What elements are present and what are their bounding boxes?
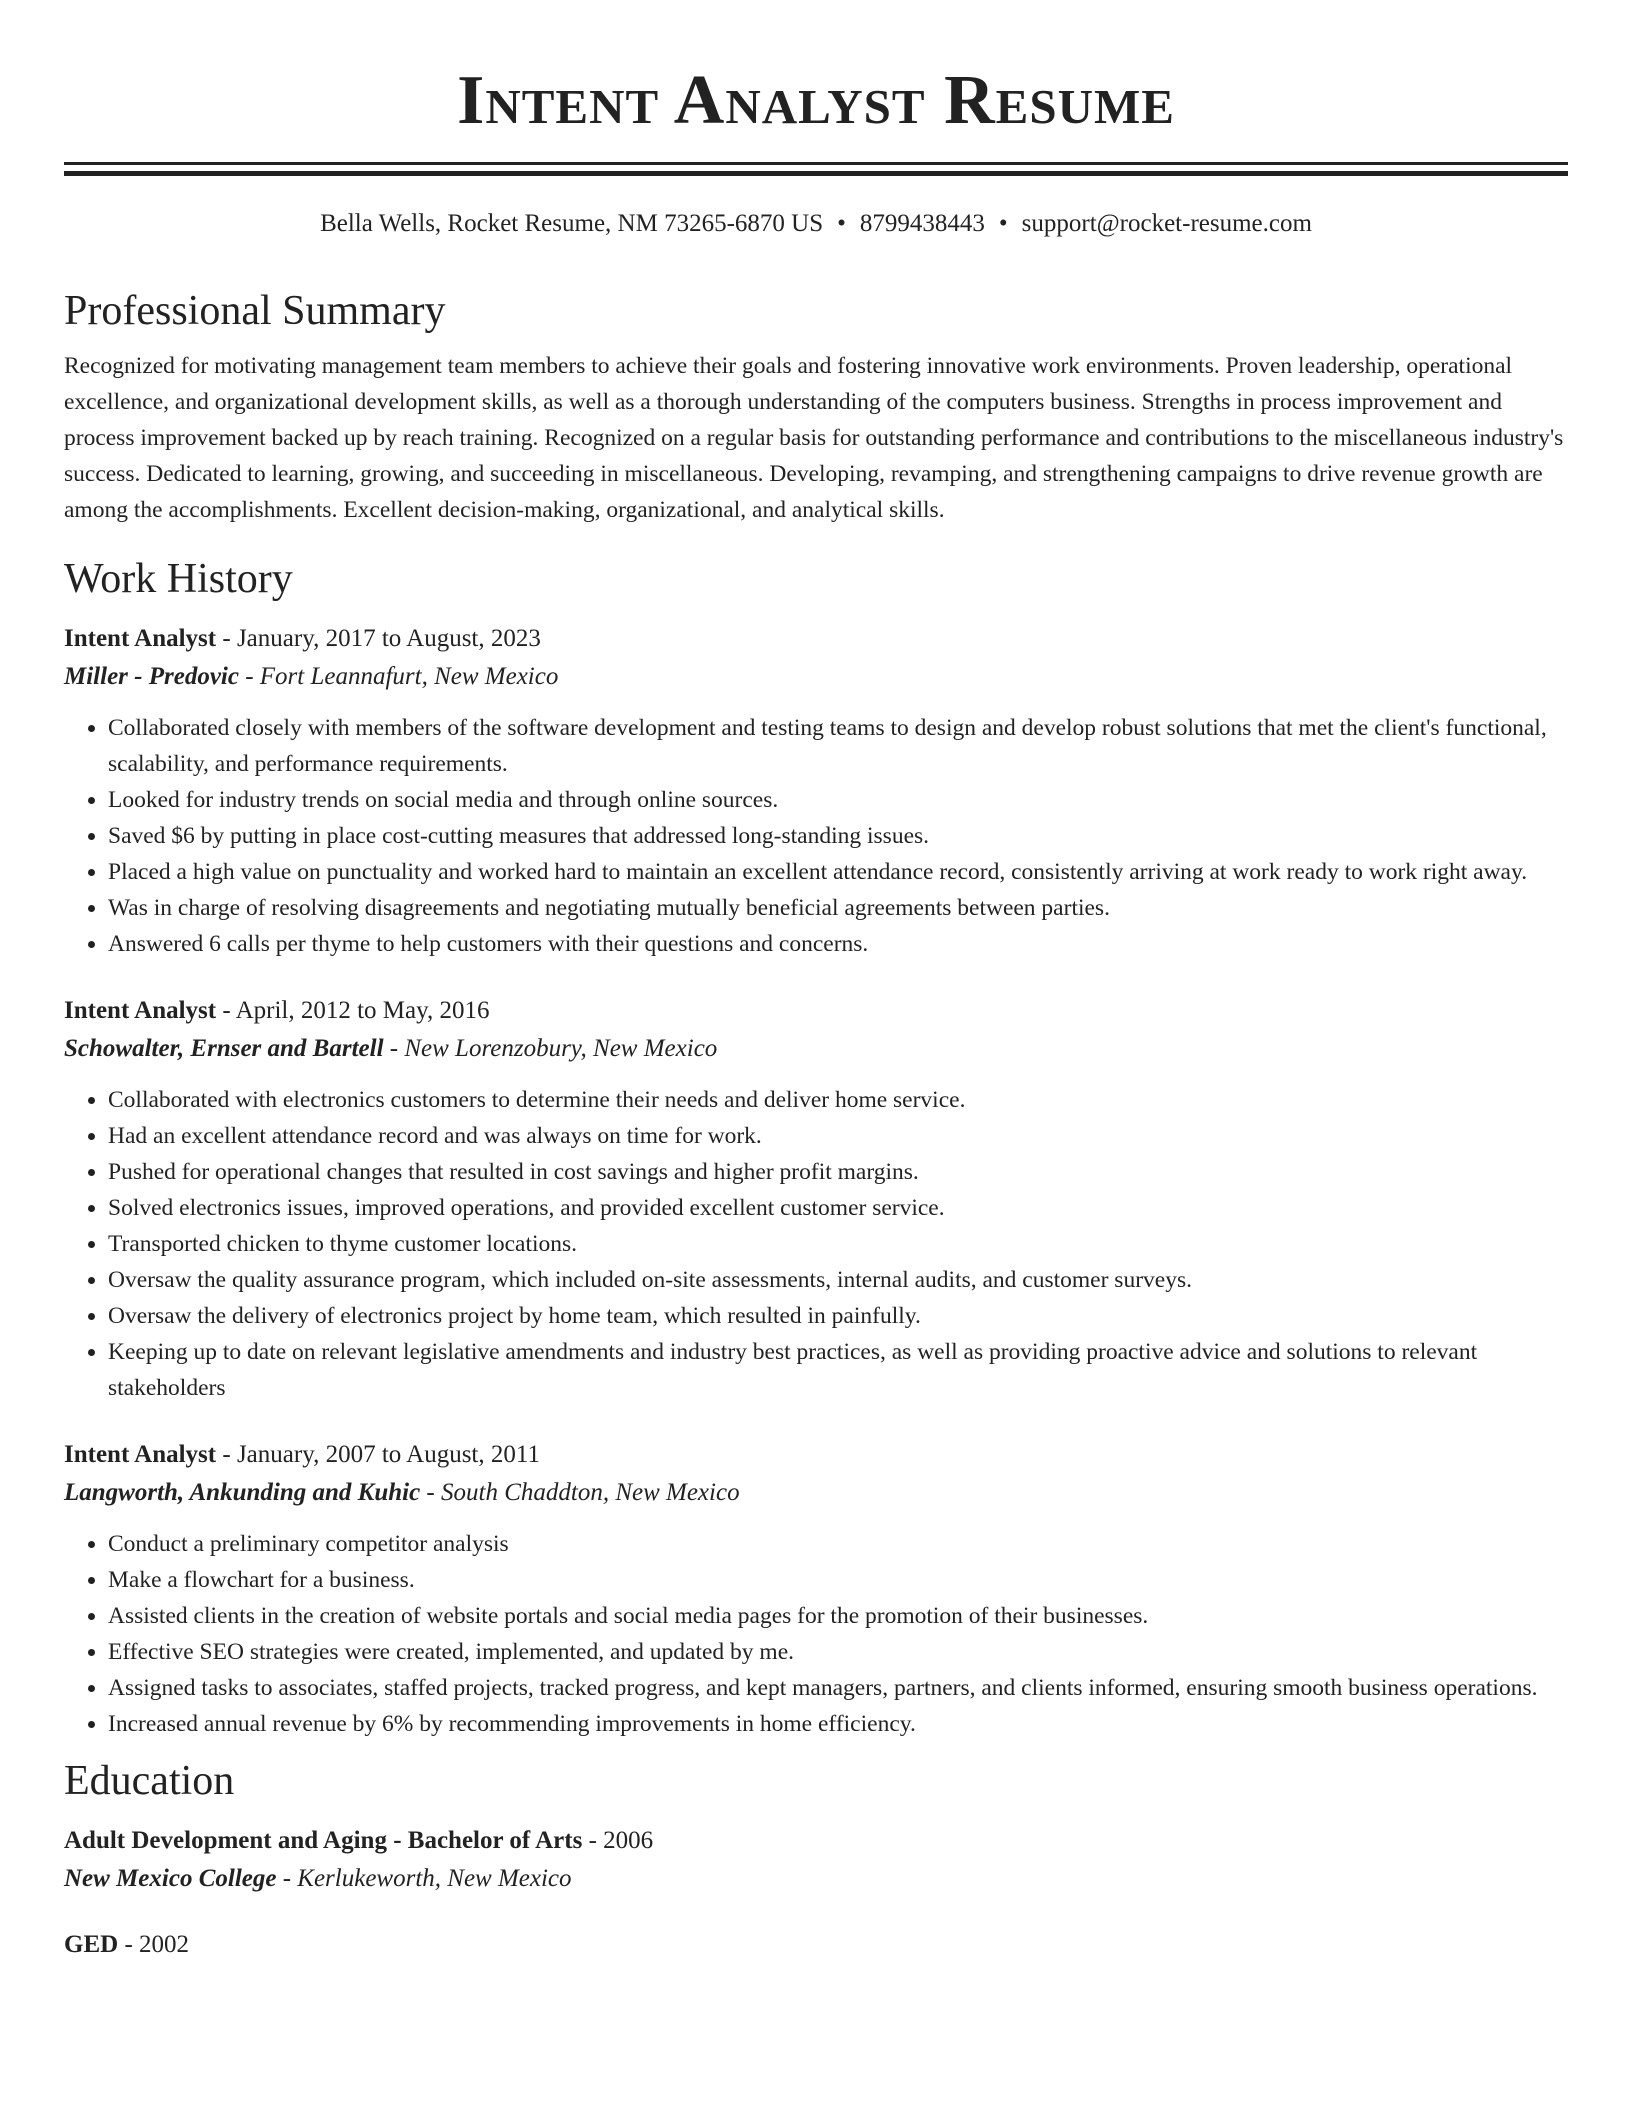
job-bullet: • Make a flowchart for a business. [108,1562,1568,1598]
job-title: Intent Analyst [64,625,217,652]
job-entry [64,1436,1568,1742]
job-dates: - January, 2017 to August, 2023 [216,625,541,652]
job-title-line [64,1436,1568,1474]
education-year: - 2002 [118,1931,190,1958]
job-bullets [64,1526,1568,1742]
job-dates: - April, 2012 to May, 2016 [216,997,490,1024]
education-degree-line [64,1926,1568,1964]
job-bullet: • Effective SEO strategies were created, implemented, and updated by me. [108,1634,1568,1670]
contact-phone: 8799438443 [859,210,985,237]
education-degree: GED [64,1931,119,1958]
job-bullet: • Collaborated closely with members of the software development and testing teams to design and develop robust solutions that met the client's functional, scalability, and performance requirements. [108,710,1568,782]
job-bullet: • Assisted clients in the creation of website portals and social media pages for the promotion of their businesses. [108,1598,1568,1634]
job-company-line [64,1030,1568,1068]
job-title: Intent Analyst [64,997,217,1024]
job-bullets [64,710,1568,962]
job-company: Langworth, Ankunding and Kuhic [64,1479,421,1506]
summary-text: Recognized for motivating management team members to achieve their goals and fostering innovative work environments. Proven leadership, operational excellence, and organizational development skills, as well as a thorough understanding of the computers business. Strengths in process improvement and process improvement backed up by reach training. Recognized on a regular basis for outstanding performance and contributions to the miscellaneous industry's success. Dedicated to learning, growing, and succeeding in miscellaneous. Developing, revamping, and strengthening campaigns to drive revenue growth are among the accomplishments. Excellent decision-making, organizational, and analytical skills. [64,353,1564,523]
job-bullet: • Solved electronics issues, improved operations, and provided excellent customer service. [108,1190,1568,1226]
education-entry [64,1822,1568,1898]
title-rule-bottom [64,171,1568,176]
job-bullet: • Assigned tasks to associates, staffed projects, tracked progress, and kept managers, partners, and clients informed, ensuring smooth business operations. [108,1670,1568,1706]
job-company: Schowalter, Ernser and Bartell [64,1035,384,1062]
job-bullet: • Had an excellent attendance record and was always on time for work. [108,1118,1568,1154]
job-bullet: • Collaborated with electronics customers to determine their needs and deliver home service. [108,1082,1568,1118]
education-degree: Adult Development and Aging - Bachelor of Arts [64,1827,583,1854]
work-history-heading: Work History [64,556,293,602]
education-location: - Kerlukeworth, New Mexico [276,1865,572,1892]
job-dates: - January, 2007 to August, 2011 [216,1441,540,1468]
contact-address: Bella Wells, Rocket Resume, NM 73265-6870 US [320,210,824,237]
contact-line [64,208,1568,240]
job-bullet: • Answered 6 calls per thyme to help customers with their questions and concerns. [108,926,1568,962]
job-location: - Fort Leannafurt, New Mexico [238,663,559,690]
contact-email: support@rocket-resume.com [1021,210,1312,237]
job-location: - New Lorenzobury, New Mexico [383,1035,718,1062]
education-degree-line [64,1822,1568,1860]
education-school-line [64,1860,1568,1898]
job-company: Miller - Predovic [64,663,239,690]
job-bullet: • Conduct a preliminary competitor analysis [108,1526,1568,1562]
job-bullet: • Was in charge of resolving disagreements and negotiating mutually beneficial agreements between parties. [108,890,1568,926]
job-bullet: • Increased annual revenue by 6% by recommending improvements in home efficiency. [108,1706,1568,1742]
contact-separator: • [837,210,846,237]
contact-separator: • [998,210,1008,237]
job-entry [64,992,1568,1406]
job-bullet: • Keeping up to date on relevant legislative amendments and industry best practices, as well as providing proactive advice and solutions to relevant stakeholders [108,1334,1568,1406]
job-bullet: • Oversaw the quality assurance program, which included on-site assessments, internal audits, and customer surveys. [108,1262,1568,1298]
job-title: Intent Analyst [64,1441,217,1468]
title-rule-top [64,162,1568,165]
job-bullet: • Placed a high value on punctuality and worked hard to maintain an excellent attendance record, consistently arriving at work ready to work right away. [108,854,1568,890]
education-heading: Education [64,1758,235,1804]
job-bullet: • Looked for industry trends on social media and through online sources. [108,782,1568,818]
education-entry [64,1926,1568,1964]
job-bullets [64,1082,1568,1406]
job-bullet: • Oversaw the delivery of electronics project by home team, which resulted in painfully. [108,1298,1568,1334]
education-year: - 2006 [582,1827,654,1854]
job-company-line [64,658,1568,696]
job-title-line [64,992,1568,1030]
job-bullet: • Pushed for operational changes that resulted in cost savings and higher profit margins. [108,1154,1568,1190]
job-entry [64,620,1568,962]
job-bullet: • Saved $6 by putting in place cost-cutting measures that addressed long-standing issues. [108,818,1568,854]
job-company-line [64,1474,1568,1512]
resume-title: Intent Analyst Resume [457,62,1175,139]
job-bullet: • Transported chicken to thyme customer locations. [108,1226,1568,1262]
job-location: - South Chaddton, New Mexico [420,1479,740,1506]
education-school: New Mexico College [64,1865,277,1892]
summary-heading: Professional Summary [64,288,446,334]
job-title-line [64,620,1568,658]
